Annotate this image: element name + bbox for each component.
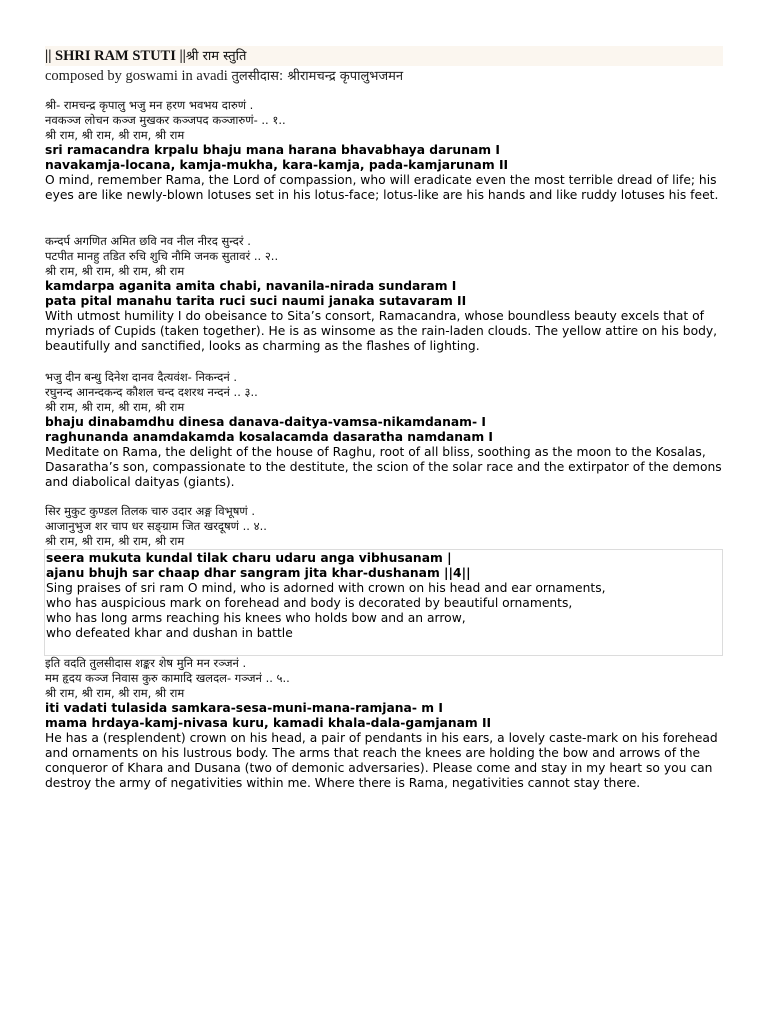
verse-5 <box>45 656 723 791</box>
verse-1 <box>45 98 723 203</box>
verse-transliteration: sri ramacandra krpalu bhaju mana harana bhavabhaya darunam I <box>45 143 500 157</box>
page-title: || SHRI RAM STUTI || <box>45 48 186 64</box>
verse-transliteration: raghunanda anamdakamda kosalacamda dasaratha namdanam I <box>45 430 493 444</box>
verse-meaning-line: who has auspicious mark on forehead and body is decorated by beautiful ornaments, <box>46 596 573 610</box>
verse-transliteration: seera mukuta kundal tilak charu udaru anga vibhusanam | <box>46 551 452 565</box>
refrain-devanagari: श्री राम, श्री राम, श्री राम, श्री राम <box>45 400 185 414</box>
verse-transliteration: kamdarpa aganita amita chabi, navanila-nirada sundaram I <box>45 279 457 293</box>
document-header <box>45 46 723 86</box>
verse-devanagari-line: कन्दर्प अगणित अमित छवि नव नील नीरद सुन्दरं . <box>45 234 251 248</box>
verse-meaning: With utmost humility I do obeisance to Sita’s consort, Ramacandra, whose boundless beauty excels that of myriads of Cupids (taken together). He is as winsome as the rain-laden clouds. The yellow attire on his body, beautifully and sanctified, looks as charming as the flashes of lighting. <box>45 309 718 353</box>
verse-devanagari-line: मम हृदय कञ्ज निवास कुरु कामादि खलदल- गञ्जनं .. ५.. <box>45 671 290 685</box>
refrain-devanagari: श्री राम, श्री राम, श्री राम, श्री राम <box>45 686 185 700</box>
verse-meaning: O mind, remember Rama, the Lord of compassion, who will eradicate even the most terrible dread of life; his eyes are like newly-blown lotuses set in his lotus-face; lotus-like are his hands and like ruddy lotuses his feet. <box>45 173 719 202</box>
refrain-devanagari: श्री राम, श्री राम, श्री राम, श्री राम <box>45 264 185 278</box>
refrain-devanagari: श्री राम, श्री राम, श्री राम, श्री राम <box>45 534 185 548</box>
title-bar <box>45 46 723 66</box>
verse-devanagari-line: नवकञ्ज लोचन कञ्ज मुखकर कञ्जपद कञ्जारुणं- .. १.. <box>45 113 286 127</box>
refrain-devanagari: श्री राम, श्री राम, श्री राम, श्री राम <box>45 128 185 142</box>
verse-meaning-line: who defeated khar and dushan in battle <box>46 626 293 640</box>
verse-devanagari-line: इति वदति तुलसीदास शङ्कर शेष मुनि मन रञ्जनं . <box>45 656 247 670</box>
verse-meaning: He has a (resplendent) crown on his head, a pair of pendants in his ears, a lovely caste-mark on his forehead and ornaments on his lustrous body. The arms that reach the knees are holding the bow and arrows of the conqueror of Khara and Dusana (two of demonic adversaries). Please come and stay in my heart so you can destroy the army of negativities within me. Where there is Rama, negativities cannot stay there. <box>45 731 718 790</box>
verse-4-devanagari <box>45 504 723 549</box>
verse-2 <box>45 234 723 354</box>
subtitle-text: composed by goswami in avadi <box>45 68 228 84</box>
verse-transliteration: iti vadati tulasida samkara-sesa-muni-mana-ramjana- m I <box>45 701 443 715</box>
verse-devanagari-line: रघुनन्द आनन्दकन्द कौशल चन्द दशरथ नन्दनं .. ३.. <box>45 385 258 399</box>
verse-transliteration: pata pital manahu tarita ruci suci naumi janaka sutavaram II <box>45 294 467 308</box>
verse-devanagari-line: भजु दीन बन्धु दिनेश दानव दैत्यवंश- निकन्दनं . <box>45 370 238 384</box>
subtitle <box>45 66 723 86</box>
verse-devanagari-line: सिर मुकुट कुण्डल तिलक चारु उदार अङ्ग विभूषणं . <box>45 504 255 518</box>
verse-transliteration: navakamja-locana, kamja-mukha, kara-kamja, pada-kamjarunam II <box>45 158 509 172</box>
verse-meaning: Meditate on Rama, the delight of the house of Raghu, root of all bliss, soothing as the moon to the Kosalas, Dasaratha’s son, compassionate to the destitute, the scion of the solar race and the extirpator of the demons and diabolical daityas (giants). <box>45 445 722 489</box>
verse-devanagari-line: श्री- रामचन्द्र कृपालु भजु मन हरण भवभय दारुणं . <box>45 98 254 112</box>
verse-meaning-line: Sing praises of sri ram O mind, who is adorned with crown on his head and ear ornaments, <box>46 581 606 595</box>
page-title-devanagari: श्री राम स्तुति <box>185 49 247 64</box>
verse-devanagari-line: पटपीत मानहु तडित रुचि शुचि नौमि जनक सुतावरं .. २.. <box>45 249 279 263</box>
verse-4 <box>46 551 722 641</box>
verse-transliteration: ajanu bhujh sar chaap dhar sangram jita khar-dushanam ||4|| <box>46 566 471 580</box>
verse-3 <box>45 370 723 490</box>
verse-meaning-line: who has long arms reaching his knees who holds bow and an arrow, <box>46 611 466 625</box>
verse-devanagari-line: आजानुभुज शर चाप धर सङ्ग्राम जित खरदूषणं .. ४.. <box>45 519 267 533</box>
verse-transliteration: bhaju dinabamdhu dinesa danava-daitya-vamsa-nikamdanam- I <box>45 415 486 429</box>
verse-transliteration: mama hrdaya-kamj-nivasa kuru, kamadi khala-dala-gamjanam II <box>45 716 492 730</box>
subtitle-devanagari: तुलसीदास: श्रीरामचन्द्र कृपालुभजमन <box>231 69 404 84</box>
